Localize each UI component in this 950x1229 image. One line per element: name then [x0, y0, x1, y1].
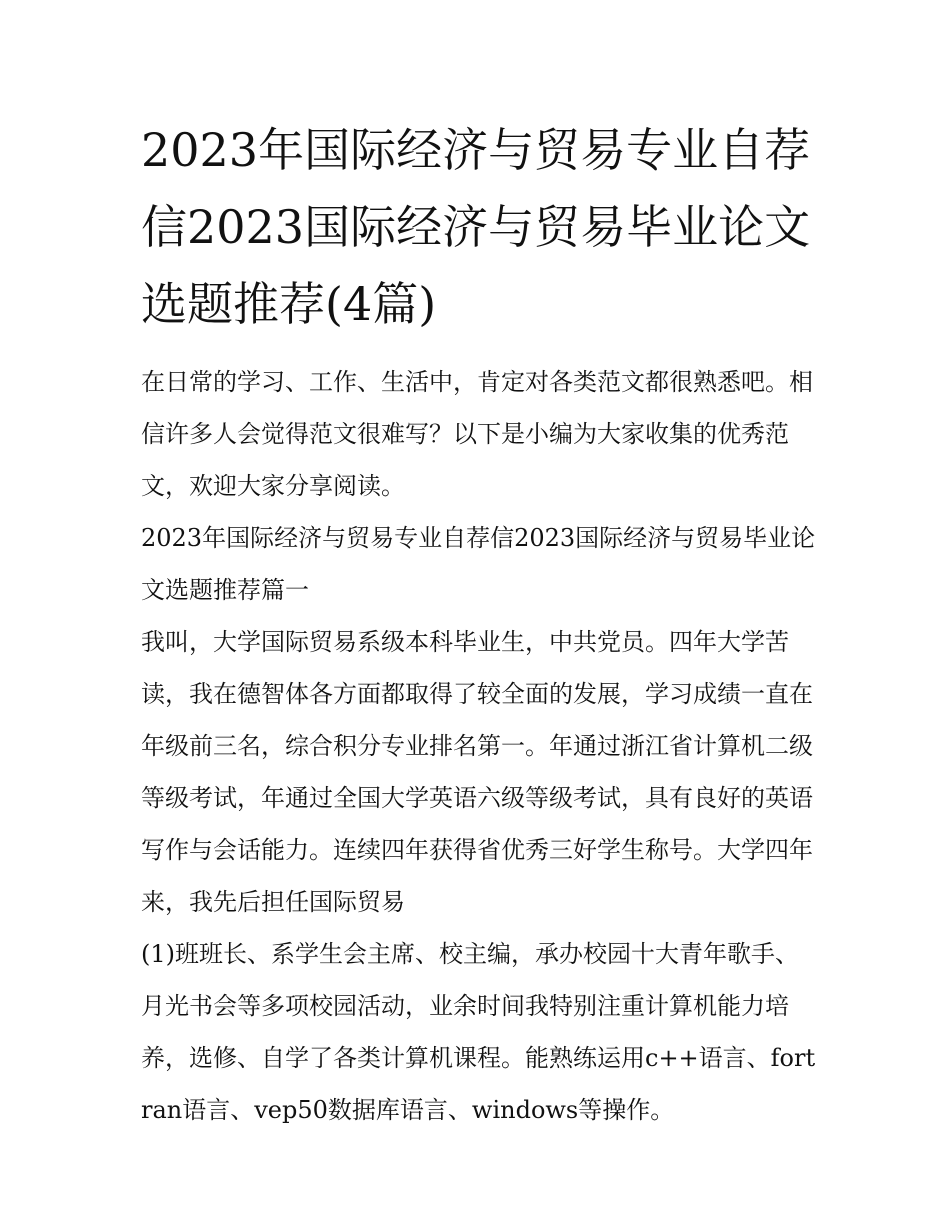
document-title: 2023年国际经济与贸易专业自荐信2023国际经济与贸易毕业论文选题推荐(4篇): [141, 123, 811, 331]
intro-paragraph: 在日常的学习、工作、生活中，肯定对各类范文都很熟悉吧。相信许多人会觉得范文很难写？以下是小编为大家收集的优秀范文，欢迎大家分享阅读。: [141, 368, 813, 500]
document-body: [141, 356, 821, 1136]
body-paragraph: 我叫，大学国际贸易系级本科毕业生，中共党员。四年大学苦读，我在德智体各方面都取得了较全面的发展，学习成绩一直在年级前三名，综合积分专业排名第一。年通过浙江省计算机二级等级考试，年通过全国大学英语六级等级考试，具有良好的英语写作与会话能力。连续四年获得省优秀三好学生称号。大学四年来，我先后担任国际贸易: [141, 628, 813, 916]
section-heading: 2023年国际经济与贸易专业自荐信2023国际经济与贸易毕业论文选题推荐篇一: [141, 524, 816, 604]
body-paragraph: (1)班班长、系学生会主席、校主编，承办校园十大青年歌手、月光书会等多项校园活动，业余时间我特别注重计算机能力培养，选修、自学了各类计算机课程。能熟练运用c++语言、fortran语言、vep50数据库语言、windows等操作。: [141, 940, 816, 1124]
